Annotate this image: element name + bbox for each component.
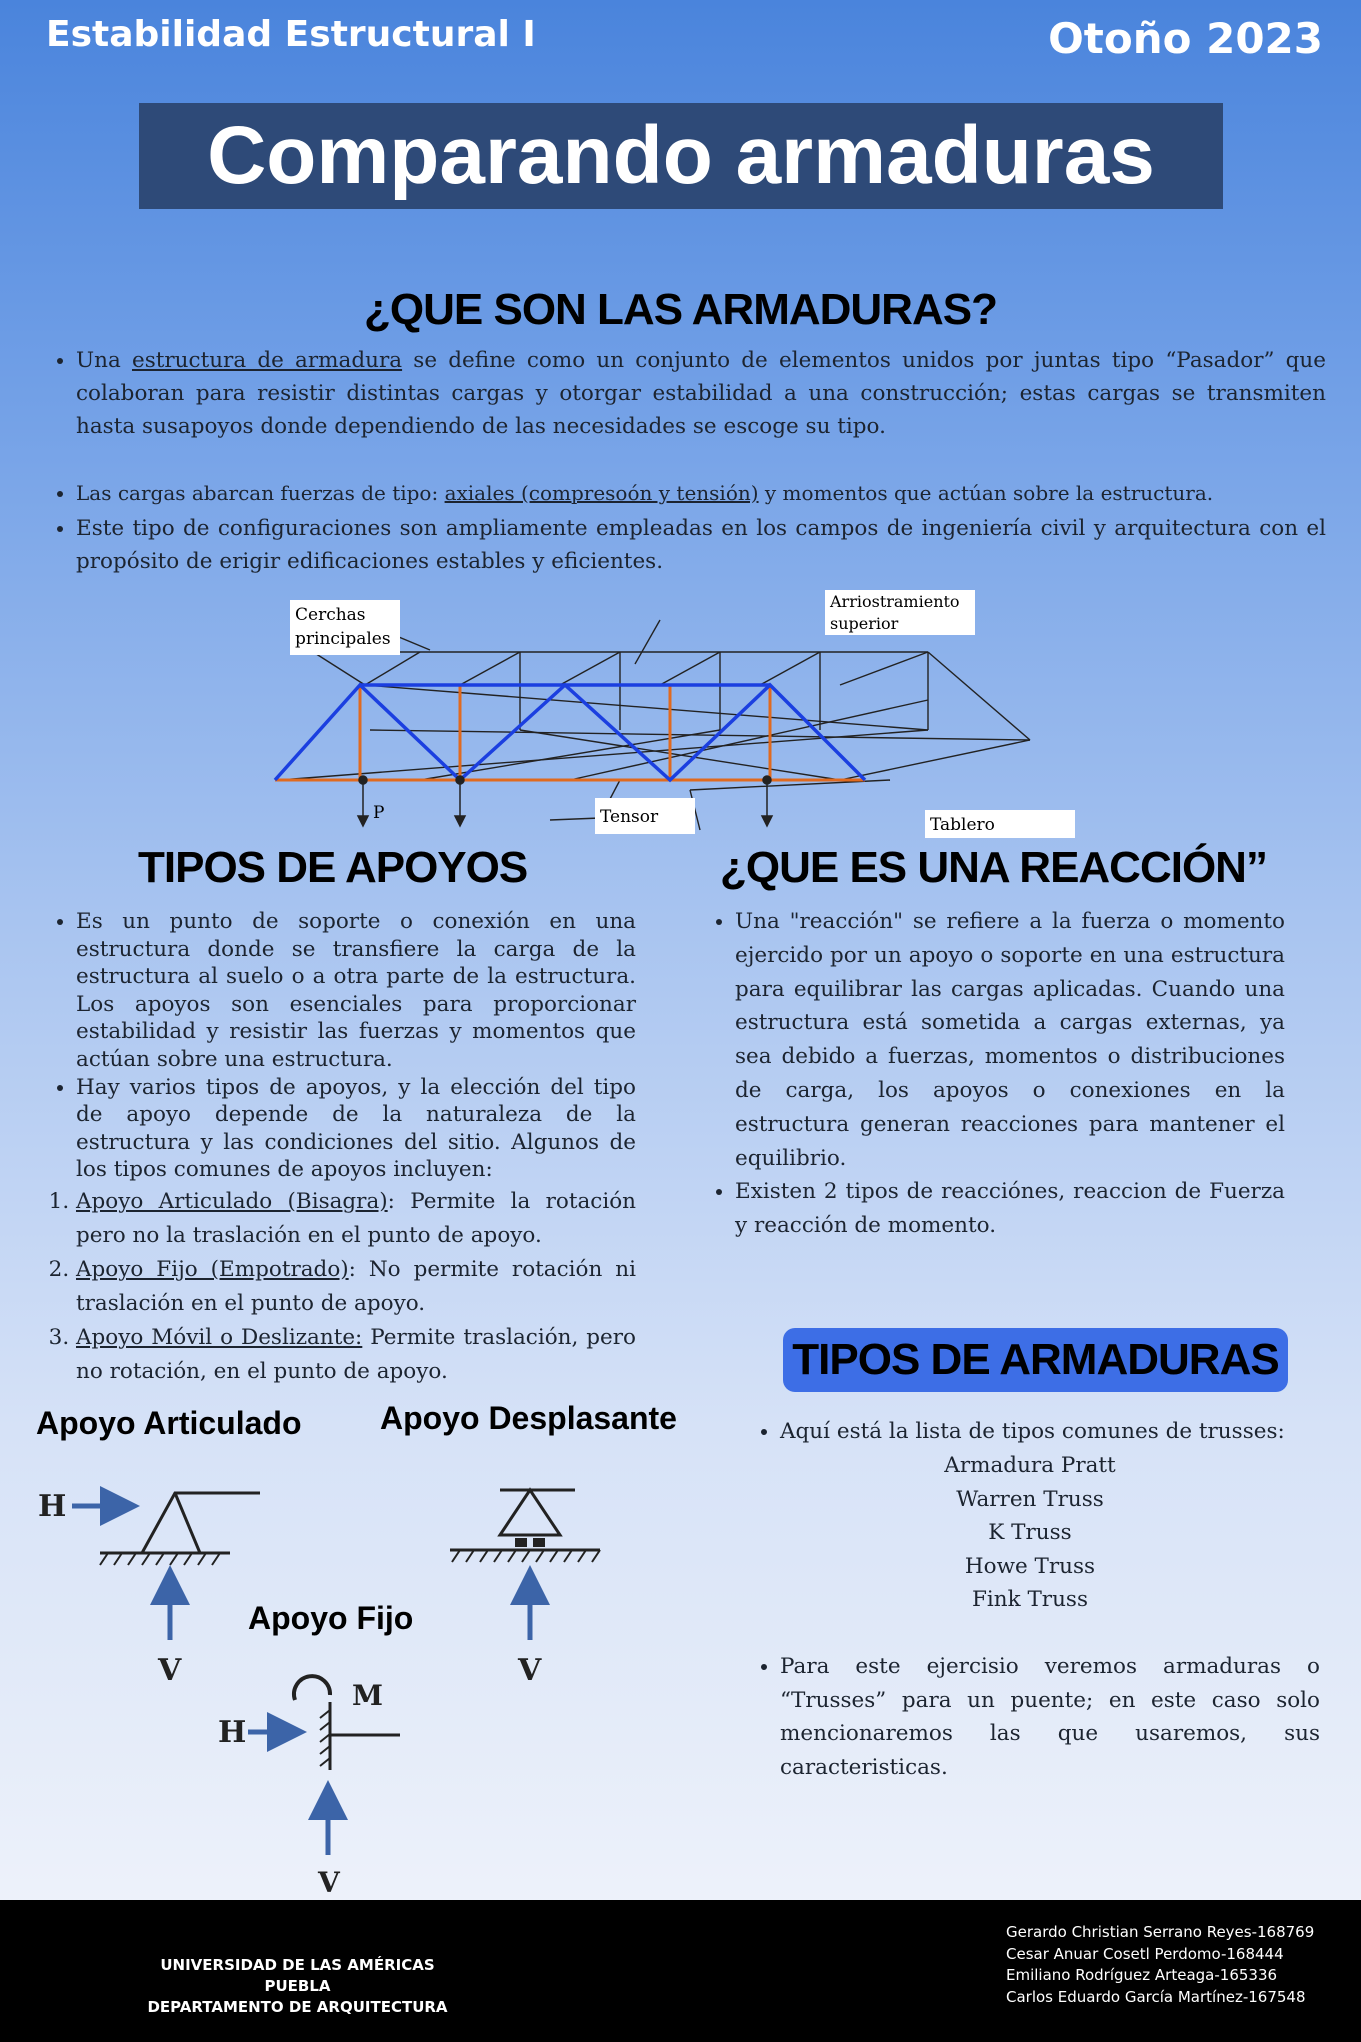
- label-cerchas-1: Cerchas: [295, 605, 366, 625]
- author-item: Carlos Eduardo García Martínez-167548: [1006, 1987, 1306, 2006]
- svg-text:M: M: [352, 1679, 383, 1712]
- fig-label-fijo: Apoyo Fijo: [248, 1600, 414, 1636]
- apoyo-type-1: 1. Apoyo Articulado (Bisagra): Permite la rotación pero no la traslación en el punto de apoyo.: [76, 1185, 636, 1253]
- footer-university: [125, 1955, 470, 2018]
- que-son-list: [48, 344, 1326, 443]
- reaccion-list: [707, 905, 1285, 1243]
- label-tablero: Tablero: [930, 815, 995, 835]
- que-son-item-3: • Este tipo de configuraciones son ampliamente empleadas en los campos de ingeniería civil y arquitectura con el propósito de erigir edificaciones estables y eficientes.: [76, 512, 1326, 578]
- title-banner: [139, 103, 1223, 209]
- fig-label-articulado: Apoyo Articulado: [36, 1405, 302, 1441]
- truss-type-item: Howe Truss: [964, 1553, 1096, 1579]
- label-arriostramiento-1: Arriostramiento: [830, 592, 960, 611]
- apoyos-types-list: [48, 1185, 636, 1389]
- truss-type-item: Armadura Pratt: [944, 1453, 1116, 1478]
- label-tensor: Tensor: [600, 807, 659, 827]
- svg-text:H: H: [218, 1715, 247, 1750]
- support-symbols: [30, 1480, 710, 1900]
- truss-type-item: K Truss: [988, 1520, 1072, 1546]
- tipos-armaduras-banner: [783, 1328, 1288, 1392]
- que-son-item-1: • Una estructura de armadura se define como un conjunto de elementos unidos por juntas tipo “Pasador” que colaboran para resistir distintas cargas y otorgar estabilidad a una construcción; estas cargas se transmiten hasta susapoyos donde dependiendo de las necesidades se escoge su tipo.: [76, 344, 1326, 443]
- tipos-armaduras-p2: • Para este ejercisio veremos armaduras o “Trusses” para un puente; en este caso solo mencionaremos las que usaremos, sus caracteristicas.: [780, 1650, 1320, 1784]
- que-son-item-2: • Las cargas abarcan fuerzas de tipo: axiales (compresoón y tensión) y momentos que actúan sobre la estructura.: [76, 480, 1348, 507]
- desplasante-symbol: [450, 1490, 600, 1688]
- truss-diagram: [270, 590, 1090, 840]
- apoyos-item-1: • Es un punto de soporte o conexión en una estructura donde se transfiere la carga de la estructura al suelo o a otra parte de la estructura. Los apoyos son esenciales para proporcionar estabilidad y resistir las fuerzas y momentos que actúan sobre una estructura.: [76, 908, 636, 1074]
- department-name: DEPARTAMENTO DE ARQUITECTURA: [147, 1998, 448, 2016]
- label-cerchas-2: principales: [295, 629, 391, 649]
- apoyo-type-3: 3. Apoyo Móvil o Deslizante: Permite traslación, pero no rotación, en el punto de apoyo.: [76, 1321, 636, 1389]
- truss-type-item: Fink Truss: [971, 1587, 1089, 1613]
- truss-type-item: Warren Truss: [956, 1486, 1104, 1512]
- config-list: [48, 512, 1326, 578]
- label-arriostramiento-2: superior: [830, 614, 899, 633]
- svg-text:V: V: [518, 1653, 542, 1688]
- tipos-armaduras-list: [752, 1415, 1320, 1449]
- page-title: Comparando armaduras: [207, 110, 1155, 201]
- footer-authors: [1006, 1922, 1314, 2008]
- university-name: UNIVERSIDAD DE LAS AMÉRICAS PUEBLA: [160, 1956, 435, 1995]
- label-p: P: [373, 803, 385, 823]
- fig-label-desplasante: Apoyo Desplasante: [380, 1400, 677, 1436]
- cargas-list: [48, 480, 1348, 507]
- apoyos-item-2: • Hay varios tipos de apoyos, y la elección del tipo de apoyo depende de la naturaleza de la estructura y las condiciones del sitio. Algunos de los tipos comunes de apoyos incluyen:: [76, 1074, 636, 1184]
- section-heading-tipos-armaduras: TIPOS DE ARMADURAS: [792, 1335, 1279, 1384]
- section-heading-tipos-apoyos: TIPOS DE APOYOS: [138, 843, 528, 892]
- author-item: Gerardo Christian Serrano Reyes-168769: [1006, 1923, 1315, 1941]
- reaccion-item-1: • Una "reacción" se refiere a la fuerza o momento ejercido por un apoyo o soporte en una estructura para equilibrar las cargas aplicadas. Cuando una estructura está sometida a cargas externas, ya sea debido a fuerzas, momentos o distribuciones de carga, los apoyos o conexiones en la estructura generan reacciones para mantener el equilibrio.: [735, 905, 1285, 1175]
- svg-text:V: V: [318, 1866, 340, 1899]
- truss-type-names: [780, 1449, 1280, 1617]
- author-item: Emiliano Rodríguez Arteaga-165336: [1006, 1966, 1278, 1984]
- section-heading-reaccion: ¿QUE ES UNA REACCIÓN”: [720, 843, 1267, 892]
- svg-text:H: H: [38, 1489, 67, 1524]
- tipos-armaduras-intro: • Aquí está la lista de tipos comunes de trusses:: [780, 1415, 1320, 1449]
- term-label: Otoño 2023: [1048, 14, 1323, 63]
- reaccion-item-2: • Existen 2 tipos de reacciónes, reaccion de Fuerza y reacción de momento.: [735, 1175, 1285, 1243]
- tipos-armaduras-note: [752, 1650, 1320, 1784]
- articulado-symbol: [38, 1489, 260, 1688]
- svg-text:V: V: [158, 1653, 182, 1688]
- fijo-symbol: [218, 1676, 400, 1899]
- link-axiales: axiales (compresoón y tensión): [444, 481, 759, 505]
- author-item: Cesar Anuar Cosetl Perdomo-168444: [1006, 1944, 1284, 1963]
- link-estructura-armadura: estructura de armadura: [132, 348, 403, 373]
- apoyo-type-2: 2. Apoyo Fijo (Empotrado): No permite rotación ni traslación en el punto de apoyo.: [76, 1253, 636, 1321]
- apoyos-list: [48, 908, 636, 1184]
- course-title: Estabilidad Estructural I: [46, 14, 536, 55]
- section-heading-que-son: ¿QUE SON LAS ARMADURAS?: [364, 285, 997, 334]
